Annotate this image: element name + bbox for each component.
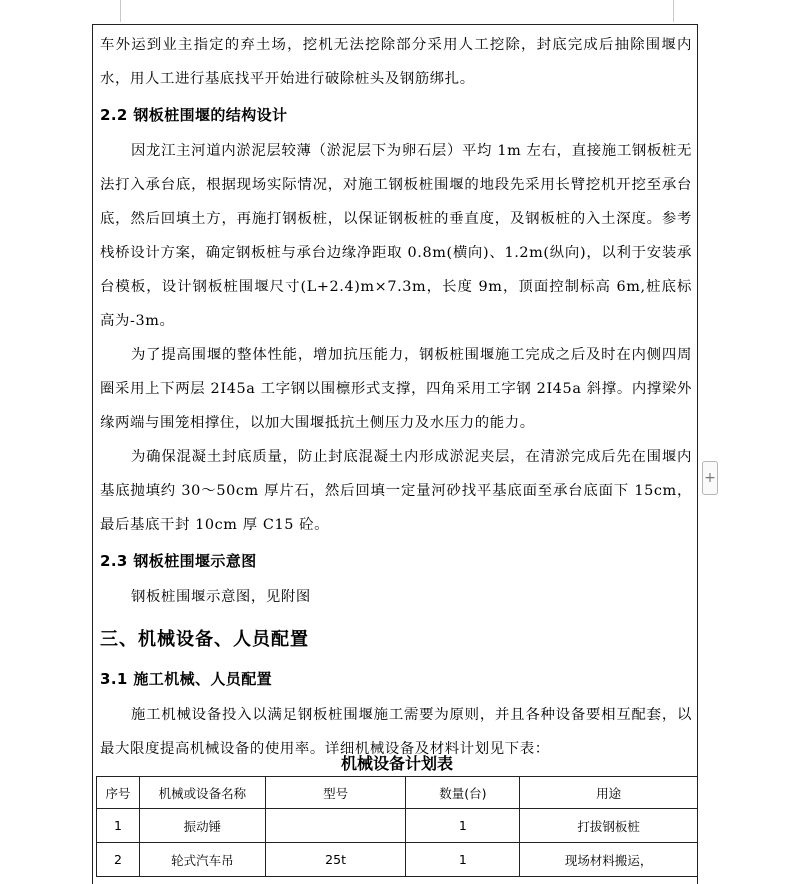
- table-cell: 1: [97, 809, 140, 843]
- section-heading-3-1: 3.1 施工机械、人员配置: [100, 670, 272, 688]
- table-cell: 25t: [265, 843, 406, 877]
- table-header-row: [97, 777, 698, 809]
- table-row: [97, 809, 698, 843]
- header-cell-no: 序号: [97, 777, 140, 809]
- equipment-table: [96, 776, 698, 877]
- table-cell: 2: [97, 843, 140, 877]
- left-margin-mark: [120, 0, 121, 22]
- table-cell: 1: [406, 843, 520, 877]
- chapter-heading-3: 三、机械设备、人员配置: [100, 629, 309, 650]
- table-cell: 轮式汽车吊: [139, 843, 265, 877]
- table-cell: 现场材料搬运，: [520, 843, 698, 877]
- table-cell: 振动锤: [139, 809, 265, 843]
- paragraph-bracing: 为了提高围堰的整体性能，增加抗压能力，钢板桩围堰施工完成之后及时在内侧四周圈采用上下两层 2Ⅰ45a 工字钢以围檩形式支撑，四角采用工字钢 2Ⅰ45a 斜撑。内撑梁外缘两端与围笼相撑住，以加大围堰抵抗土侧压力及水压力的能力。: [100, 347, 692, 431]
- table-row: [97, 843, 698, 877]
- document-body: [100, 28, 692, 766]
- paragraph-structure-design: 因龙江主河道内淤泥层较薄（淤泥层下为卵石层）平均 1m 左右，直接施工钢板桩无法打入承台底，根据现场实际情况，对施工钢板桩围堰的地段先采用长臂挖机开挖至承台底，然后回填土方，再施打钢板桩，以保证钢板桩的垂直度，及钢板桩的入土深度。参考栈桥设计方案，确定钢板桩与承台边缘净距取 0.8m(横向)、1.2m(纵向)，以利于安装承台模板，设计钢板桩围堰尺寸(L+2.4)m×7.3m，长度 9m，顶面控制标高 6m,桩底标高为-3m。: [100, 143, 692, 329]
- table-cell: 1: [406, 809, 520, 843]
- header-cell-name: 机械或设备名称: [139, 777, 265, 809]
- paragraph-sealing: 为确保混凝土封底质量，防止封底混凝土内形成淤泥夹层，在清淤完成后先在围堰内基底抛填约 30～50cm 厚片石，然后回填一定量河砂找平基底面至承台底面下 15cm，最后基底干封 10cm 厚 C15 砼。: [100, 449, 692, 533]
- section-heading-2-3: 2.3 钢板桩围堰示意图: [100, 552, 257, 570]
- header-cell-quantity: 数量(台): [406, 777, 520, 809]
- table-cell: [265, 809, 406, 843]
- paragraph-continuation: 车外运到业主指定的弃土场，挖机无法挖除部分采用人工挖除，封底完成后抽除围堰内水，用人工进行基底找平开始进行破除桩头及钢筋绑扎。: [100, 37, 692, 87]
- paragraph-diagram-ref: 钢板桩围堰示意图，见附图: [131, 589, 311, 605]
- paragraph-equipment-intro: 施工机械设备投入以满足钢板桩围堰施工需要为原则，并且各种设备要相互配套，以最大限度提高机械设备的使用率。详细机械设备及材料计划见下表：: [100, 707, 692, 757]
- table-title: 机械设备计划表: [340, 754, 453, 773]
- right-margin-mark: [673, 0, 674, 22]
- add-row-button[interactable]: +: [702, 461, 718, 495]
- section-heading-2-2: 2.2 钢板桩围堰的结构设计: [100, 106, 288, 124]
- header-cell-usage: 用途: [520, 777, 698, 809]
- table-cell: 打拔钢板桩: [520, 809, 698, 843]
- header-cell-model: 型号: [265, 777, 406, 809]
